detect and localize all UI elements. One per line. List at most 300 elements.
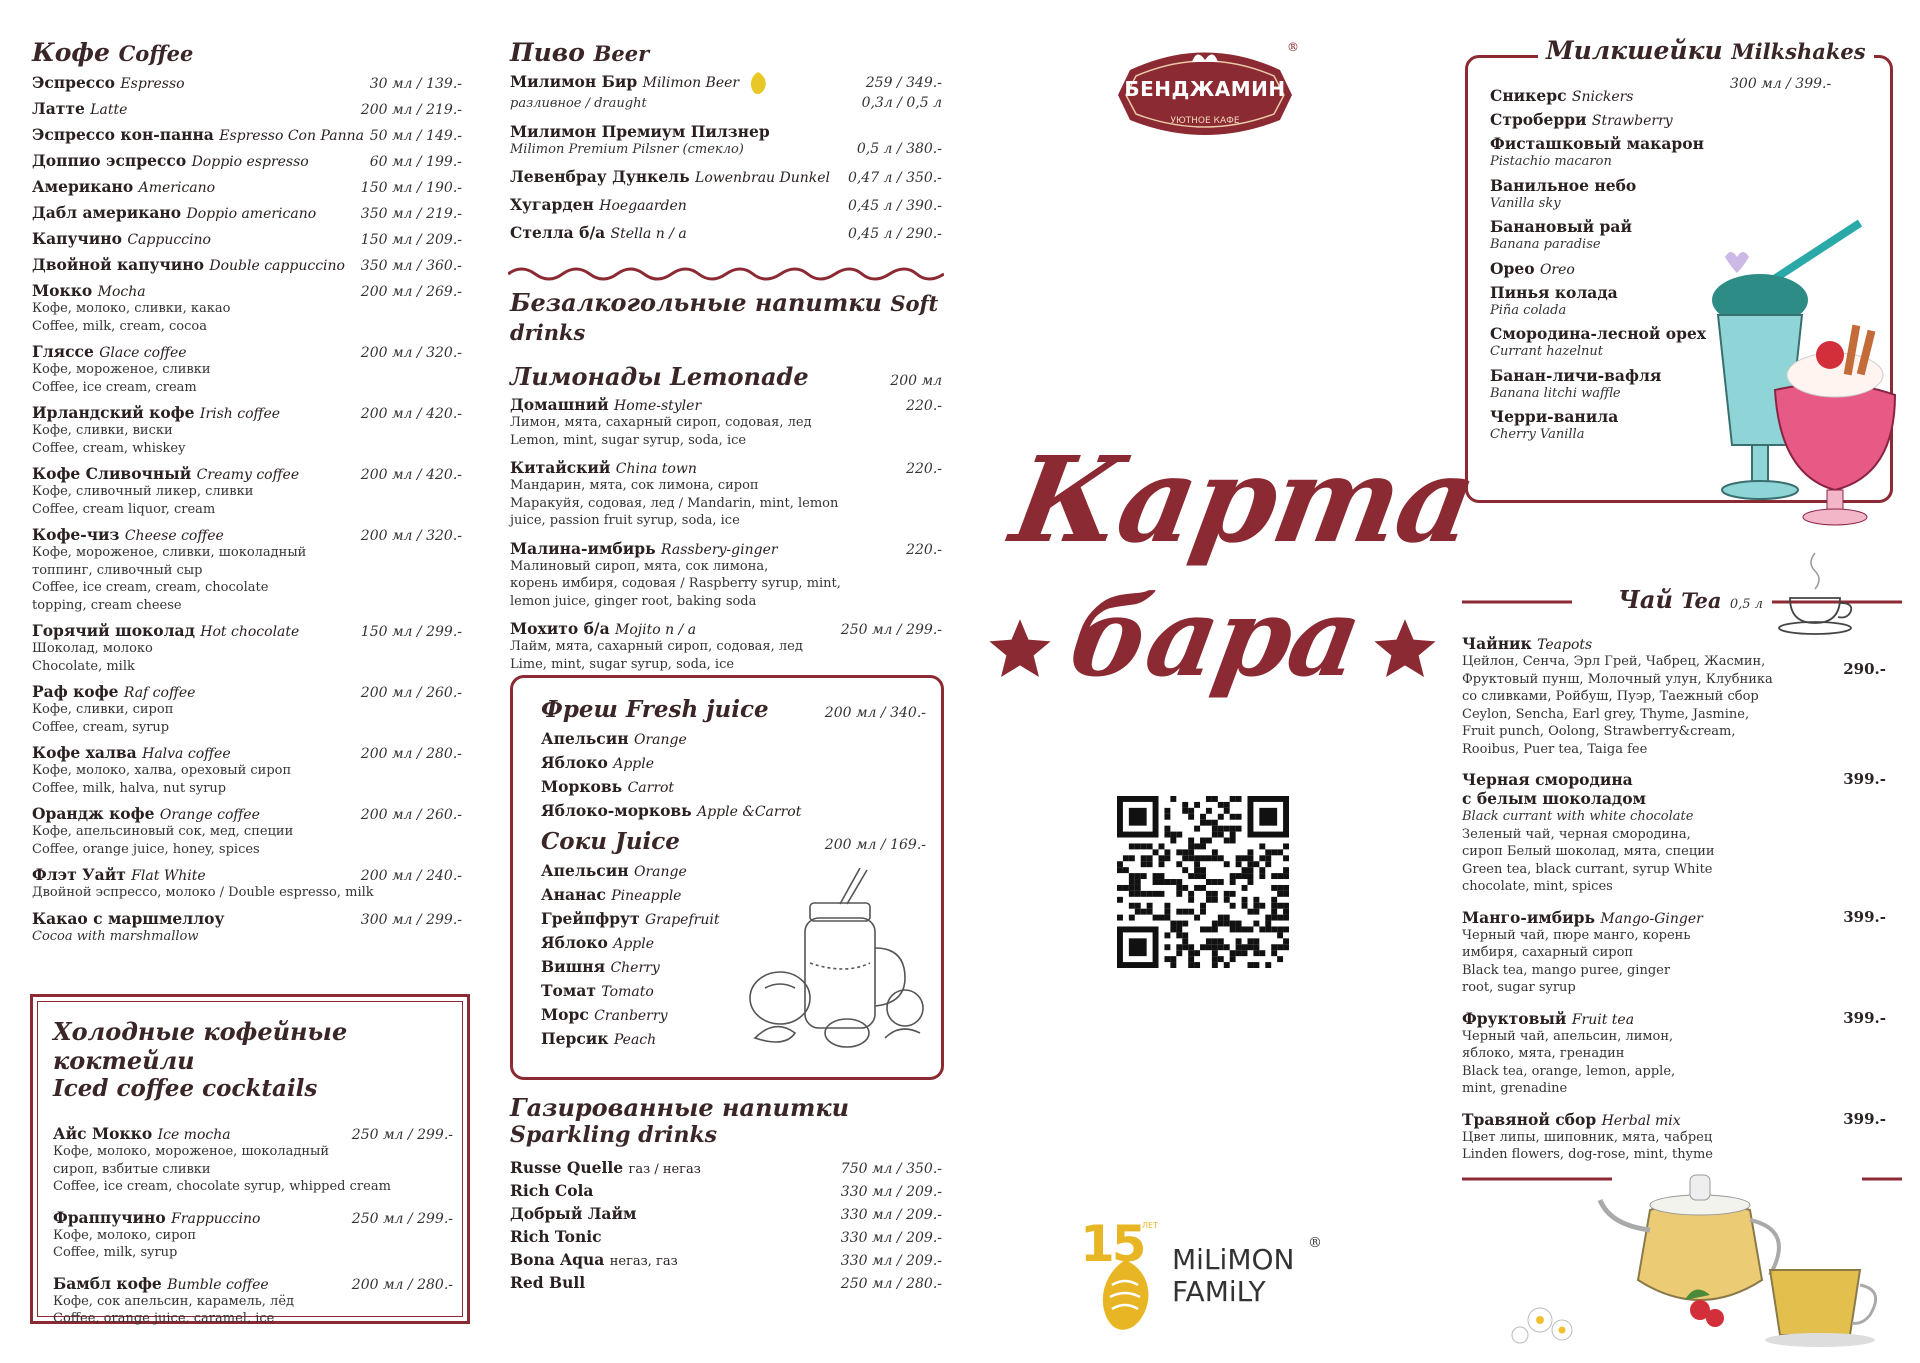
tea-item-name-ru-line2: с белым шоколадом [1462,789,1646,808]
menu-item-row [32,525,462,544]
menu-item-name-ru: Мокко [32,281,98,300]
menu-item-name-ru: Гляссе [32,342,100,361]
milkshake-item-name-ru: Смородина-лесной орех [1490,324,1707,343]
tea-item-name-ru: Черная смородина [1462,770,1633,789]
menu-item-description: Кофе, молоко, сливки, какао [32,301,231,316]
tea-item-price: 290.- [1843,660,1886,678]
menu-item-row [32,743,462,762]
menu-item [32,804,462,858]
menu-item-name-en: Irish coffee [199,406,281,422]
menu-item-description: Кофе, апельсиновый сок, мед, специи [32,824,294,839]
milkshake-item [1490,110,1750,129]
menu-item-price: 200 мл / 260.- [360,807,462,823]
tea-item-name-en: Mango-Ginger [1600,910,1703,927]
tea-item-price: 399.- [1843,770,1886,788]
menu-item-price: 250 мл / 299.- [351,1210,453,1227]
menu-item [32,525,462,614]
lemonade-item-price: 250 мл / 299.- [840,622,942,638]
menu-item-name-en: Americano [138,180,216,196]
menu-item-description: Кофе, молоко, халва, ореховый сироп [32,763,292,778]
lemonade-item-price: 220.- [906,541,942,558]
tea-item-description: Черный чай, пюре манго, корень [1462,927,1691,943]
lemonade-item-name-en: China town [615,461,697,477]
menu-item-price: 200 мл / 240.- [360,868,462,884]
coffee-column [32,38,462,952]
lemonade-item [510,539,942,611]
milkshake-item-name-ru: Сникерс [1490,86,1572,105]
juice-item-ru: Томат [541,981,602,1000]
tea-list [1462,634,1894,1176]
menu-item [32,203,462,222]
milkshake-item-name-ru: Строберри [1490,110,1592,129]
sparkling-item-name-ru: Добрый Лайм [510,1204,637,1223]
menu-item-name [32,865,206,884]
partner-years: 15 [1080,1215,1144,1273]
star-right-icon [1370,615,1440,683]
soft-title-ru: Безалкогольные напитки [510,288,882,317]
milkshake-item-name-en: Pistachio macaron [1490,154,1612,169]
menu-item-description: Шоколад, молоко [32,641,153,656]
menu-item-row [53,1208,453,1227]
menu-item [53,1124,453,1196]
menu-item-price: 150 мл / 190.- [360,180,462,196]
juice-item-en: Apple [613,936,654,952]
tea-item-description: сироп Белый шоколад, мята, специи [1462,844,1715,859]
milkshakes-price: 300 мл / 399.- [1730,76,1832,92]
sparkling-item-name-ru: Bona Aqua [510,1250,610,1269]
partner-name-line1: MiLiMON [1172,1243,1295,1276]
beer-item-name-ru: Левенбрау Дункель [510,167,696,186]
menu-item-description: Кофе, молоко, сироп [53,1227,197,1243]
teapot-illustration-icon [1500,1150,1910,1350]
sparkling-item-name-ru: Russe Quelle [510,1158,629,1177]
beer-item-volume: 0,3л / 0,5 л [861,95,942,111]
beer-item-name [510,195,687,214]
lemonade-item-row [510,619,942,638]
sparkling-item-name [510,1158,701,1177]
fresh-item [541,753,926,772]
menu-item [53,1208,453,1262]
cafe-logo-reg: ® [1287,40,1299,54]
menu-item-description: Coffee, ice cream, cream, chocolate [32,580,269,595]
menu-item-description: Coffee, orange juice, honey, spices [32,841,260,857]
tea-item-name [1462,908,1894,927]
milkshake-item-name-en: Banana litchi waffle [1490,385,1621,401]
sparkling-item-price: 750 мл / 350.- [840,1161,942,1177]
tea-title-en: Tea [1681,588,1722,613]
milkshake-item-name-ru: Фисташковый макарон [1490,134,1704,153]
menu-item [32,99,462,118]
menu-item-name-en: Doppio espresso [191,154,309,170]
tea-item-name [1462,1110,1894,1129]
menu-item-name [32,229,211,248]
menu-item [32,909,462,946]
juice-item-en: Orange [633,864,687,880]
lemonade-item [510,395,942,449]
sparkling-section [510,1093,942,1296]
menu-item-price: 200 мл / 320.- [360,528,462,544]
lemonade-title: Лимонады Lemonade [510,362,809,391]
menu-item-description: топпинг, сливочный сыр [32,562,203,578]
lemonade-item-description: корень имбиря, содовая / Raspberry syrup, mint, [510,576,841,591]
menu-item-name [53,1208,260,1227]
juice-item-ru: Персик [541,1029,614,1048]
lemonade-item-description: Лайм, мята, сахарный сироп, содовая, лед [510,639,803,654]
menu-item-name-en: Cappuccino [127,232,211,248]
milkshake-item-name-en: Currant hazelnut [1490,344,1604,359]
sparkling-item-price: 330 мл / 209.- [840,1230,942,1246]
menu-item-name [32,255,345,274]
menu-item-name-en: Latte [90,102,128,118]
menu-item-price: 50 мл / 149.- [369,128,462,144]
sparkling-item-name-ru: Red Bull [510,1273,586,1292]
lemonade-item-name [510,539,778,558]
tea-title-ru: Чай [1618,585,1673,614]
tea-item-name-en: Fruit tea [1571,1011,1635,1028]
menu-item-description: Coffee, ice cream, chocolate syrup, whipped cream [53,1179,391,1194]
lemonade-list [510,395,942,673]
menu-item-description: Кофе, молоко, мороженое, шоколадный [53,1144,330,1159]
beer-item [510,195,942,214]
tea-item-name-ru: Манго-имбирь [1462,907,1601,927]
beer-item-subtitle: Milimon Premium Pilsner (стекло) [510,141,744,157]
lemonade-item-name-en: Rassbery-ginger [661,541,778,558]
beer-item-row [510,167,942,186]
lemonade-item-description: Мандарин, мята, сок лимона, сироп [510,478,759,493]
menu-item [32,682,462,736]
iced-coffee-box [30,994,470,1324]
beer-item-name-ru: Милимон Бир [510,72,643,91]
lemonade-item-name-ru: Мохито б/а [510,619,616,638]
menu-item-row [32,464,462,483]
menu-item [32,229,462,248]
menu-item-price: 350 мл / 219.- [360,206,462,222]
lemonade-item-name [510,619,696,638]
juice-item-en: Tomato [601,984,654,1000]
menu-item-row [32,342,462,361]
beer-item-price: 0,47 л / 350.- [847,170,942,186]
menu-item-row [32,281,462,300]
milkshakes-title-ru: Милкшейки [1546,36,1723,65]
juice-item-ru: Грейпфрут [541,909,645,928]
qr-code[interactable] [1117,796,1289,968]
menu-item-description: Кофе, сливки, виски [32,423,173,438]
menu-item-name [32,281,146,300]
juice-item-ru: Яблоко [541,933,614,952]
menu-item-name [32,203,316,222]
tea-item-description: Fruit punch, Oolong, Strawberry&cream, [1462,724,1736,739]
partner-years-sub: ЛЕТ [1142,1221,1158,1230]
menu-item-name-en: Mocha [97,284,146,300]
beer-item-name-en: Lowenbrau Dunkel [695,170,831,186]
milkshake-item-name-ru: Банановый рай [1490,217,1632,236]
menu-item-description: Coffee, milk, halva, nut syrup [32,780,227,796]
fresh-price: 200 мл / 340.- [824,705,926,721]
tea-item-price: 399.- [1843,1109,1886,1128]
milkshake-item-name-ru: Ванильное небо [1490,175,1637,195]
menu-item-name-ru: Ирландский кофе [32,403,200,422]
menu-item-name-en: Doppio americano [186,206,317,222]
soft-heading [510,288,942,346]
beer-item-subtitle: разливное / draught [510,96,647,111]
menu-item-name-ru: Какао с маршмеллоу [32,908,225,928]
partner-reg: ® [1308,1235,1322,1251]
menu-item-price: 200 мл / 260.- [360,685,462,701]
menu-item-row [32,403,462,422]
milkshake-item-name-en: Strawberry [1591,113,1673,129]
menu-item-description: Кофе, сок апельсин, карамель, лёд [53,1293,295,1309]
menu-item-description: Coffee, milk, cream, cocoa [32,318,207,334]
sparkling-item [510,1158,942,1177]
sparkling-item [510,1204,942,1223]
beer-item [510,122,942,159]
lemonade-item-name [510,395,701,414]
fresh-item-en: Apple &Carrot [697,804,802,820]
fresh-item [541,729,926,748]
menu-item-description: Cocoa with marshmallow [32,928,199,944]
lemonade-item-description: lemon juice, ginger root, baking soda [510,593,757,609]
tea-item [1462,908,1894,997]
lemonade-item-name-en: Mojito n / a [615,622,697,638]
menu-item-name-ru: Американо [32,177,139,196]
tea-item-description: Black tea, mango puree, ginger [1462,962,1671,978]
juice-item-en: Cranberry [594,1008,668,1024]
lemonade-heading-row [510,362,942,391]
menu-item-price: 200 мл / 420.- [360,467,462,483]
menu-item-name-ru: Доппио эспрессо [32,151,192,170]
menu-item-name-en: Hot chocolate [200,624,300,640]
menu-item [32,255,462,274]
beer-item-price: 0,45 л / 390.- [847,198,942,214]
sparkling-item [510,1273,942,1292]
menu-item-description: Chocolate, milk [32,658,135,674]
menu-item-name [32,99,127,118]
menu-item-name-en: Halva coffee [142,746,231,762]
menu-item-name [32,464,299,483]
lemonade-item-row [510,539,942,558]
menu-item-price: 150 мл / 209.- [360,232,462,248]
fresh-juice-box [510,675,944,1080]
milkshake-item-name-en: Piña colada [1490,302,1567,318]
milkshake-item-name [1490,176,1750,195]
sparkling-item-name [510,1250,678,1269]
menu-item-name-ru: Кофе халва [32,743,143,762]
milkshake-item-name-ru: Орео [1490,258,1540,278]
lemonade-item-description: juice, passion fruit syrup, soda, ice [510,513,740,528]
menu-item-name [32,804,260,823]
juice-item-ru: Апельсин [541,861,634,880]
lemonade-item-name-ru: Китайский [510,458,616,477]
lemonade-item-description: Маракуйя, содовая, лед / Mandarin, mint, lemon [510,495,839,511]
menu-item-name-ru: Латте [32,99,91,118]
beer-item-name-ru: Хугарден [510,195,600,214]
coffee-title-en: Coffee [118,41,194,66]
menu-item-name-ru: Фраппучино [53,1207,172,1227]
fresh-item-en: Orange [633,732,687,748]
lemonade-item-name [510,458,697,477]
menu-item [32,151,462,170]
milkshakes-title-en: Milkshakes [1731,39,1866,64]
tea-item-price: 399.- [1843,1008,1886,1027]
beer-item-subrow [510,141,942,159]
milkshake-item-name-ru: Пинья колада [1490,282,1618,302]
menu-item-price: 150 мл / 299.- [360,624,462,640]
tea-item-name [1462,770,1894,789]
juice-price: 200 мл / 169.- [824,837,926,853]
lemonade-item [510,458,942,530]
tea-item-description: со сливками, Ройбуш, Пуэр, Таежный сбор [1462,689,1759,704]
milkshake-item-name [1490,110,1750,129]
sparkling-item [510,1181,942,1200]
beer-item [510,71,942,113]
menu-item-name-en: Glace coffee [99,345,187,361]
fresh-heading-row [541,696,926,723]
menu-item-name [32,743,231,762]
tea-heading [1618,585,1763,614]
tea-item-name [1462,1009,1894,1028]
juice-item-en: Cherry [610,960,660,976]
tea-item-description: Цейлон, Сенча, Эрл Грей, Чабрец, Жасмин, [1462,654,1766,669]
juice-item-ru: Ананас [541,885,612,904]
tea-item-description: chocolate, mint, spices [1462,879,1613,894]
tea-item-name-en: Herbal mix [1601,1112,1681,1129]
menu-item-price: 300 мл / 299.- [360,911,462,928]
beer-item-price: 0,45 л / 290.- [847,226,942,242]
menu-item-row [53,1124,453,1143]
lemonade-item-description: Лимон, мята, сахарный сироп, содовая, лед [510,415,812,430]
beer-item [510,223,942,242]
menu-item-name-en: Espresso [120,76,185,92]
menu-item-row [32,621,462,640]
beer-title-en: Beer [593,41,650,66]
menu-item-name-en: Orange coffee [159,807,260,823]
menu-item-row [32,151,462,170]
menu-item-name-ru: Флэт Уайт [32,865,132,884]
tea-item-description: Green tea, black currant, syrup White [1462,861,1713,877]
tea-item-description: Rooibus, Puer tea, Taiga fee [1462,741,1648,757]
menu-item [32,464,462,518]
milkshake-illustration-icon [1690,215,1905,530]
menu-item-name-ru: Горячий шоколад [32,621,201,640]
lemonade-volume: 200 мл [890,373,942,389]
beer-heading [510,38,942,67]
menu-item-row [32,255,462,274]
menu-item-description: Кофе, мороженое, сливки, шоколадный [32,545,307,560]
sparkling-title-ru: Газированные напитки [510,1093,850,1122]
juice-item-ru: Вишня [541,957,611,976]
menu-item-description: Coffee, cream liquor, cream [32,501,216,517]
sparkling-item-name-ru: Rich Tonic [510,1227,602,1246]
iced-title-ru: Холодные кофейные коктейли [53,1017,348,1075]
beer-title-ru: Пиво [510,38,585,67]
beer-item-name [510,71,769,95]
bar-menu-title [985,430,1485,720]
lemonade-item-price: 220.- [906,461,942,477]
tea-item-description: яблоко, мята, гренадин [1462,1046,1625,1061]
beer-item-row [510,195,942,214]
menu-item [32,403,462,457]
lemonade-item-row [510,458,942,477]
milkshake-item [1490,176,1750,213]
tea-item-price: 399.- [1843,907,1886,926]
fresh-list [541,729,926,820]
sparkling-item-price: 330 мл / 209.- [840,1207,942,1223]
lemonade-item-description: Lemon, mint, sugar syrup, soda, ice [510,432,747,448]
beer-item-name-en: Milimon Beer [642,75,740,91]
menu-item-description: Кофе, сливочный ликер, сливки [32,484,254,499]
lemonade-item-price: 220.- [906,398,942,414]
tea-item-description: Цвет липы, шиповник, мята, чабрец [1462,1129,1713,1145]
lemonade-item-name-ru: Домашний [510,395,615,414]
lemon-icon [747,71,769,95]
lemonade-item-name-ru: Малина-имбирь [510,538,661,558]
coffee-title-ru: Кофе [32,38,110,67]
tea-item-description: Linden flowers, dog-rose, mint, thyme [1462,1147,1713,1162]
tea-item-description: Зеленый чай, черная смородина, [1462,826,1691,842]
menu-item-name [32,125,364,144]
menu-item-price: 250 мл / 299.- [351,1127,453,1143]
fresh-item-ru: Яблоко-морковь [541,801,698,820]
tea-item-description: mint, grenadine [1462,1081,1568,1096]
menu-item-name [53,1274,269,1293]
menu-item-row [32,99,462,118]
menu-item-row [32,804,462,823]
tea-cup-icon [1775,548,1865,638]
tea-item-description: имбиря, сахарный сироп [1462,945,1634,960]
milkshake-item-name-en: Snickers [1571,89,1634,105]
sparkling-item-price: 330 мл / 209.- [840,1253,942,1269]
tea-item-name-ru: Фруктовый [1462,1008,1572,1028]
menu-item-name-en: Espresso Con Panna [219,128,364,144]
sparkling-item-name [510,1204,636,1223]
milkshake-item-name [1490,86,1750,105]
fresh-item [541,777,926,796]
menu-item-name [32,151,309,170]
milkshakes-heading [1538,36,1874,65]
tea-item [1462,1009,1894,1098]
sparkling-item-name-ru: Rich Cola [510,1181,594,1200]
menu-item-name-ru: Кофе-чиз [32,525,125,544]
lemonade-item [510,619,942,673]
menu-item-price: 200 мл / 320.- [360,345,462,361]
sparkling-item-name [510,1273,585,1292]
sparkling-list [510,1158,942,1292]
sparkling-title-en: Sparkling drinks [510,1122,718,1148]
menu-item-description: topping, cream cheese [32,597,182,613]
beer-item-volume: 0,5 л / 380.- [856,140,942,157]
menu-item [53,1274,453,1328]
menu-item-name-ru: Дабл американо [32,203,187,222]
menu-item-name-en: Frappuccino [171,1210,261,1227]
menu-item-name [32,403,280,422]
menu-item [32,342,462,396]
menu-item-row [53,1274,453,1293]
star-left-icon [985,615,1055,683]
beer-item-name-ru: Стелла б/а [510,223,611,242]
menu-item-name-en: Flat White [131,868,206,884]
fresh-item-ru: Яблоко [541,753,614,772]
beer-item-price: 259 / 349.- [865,75,942,91]
menu-item-price: 200 мл / 219.- [360,102,462,118]
juice-heading-row [541,828,926,855]
menu-item-name-en: Bumble coffee [167,1276,269,1293]
tea-volume: 0,5 л [1729,597,1763,612]
tea-item-name-ru: Чайник [1462,634,1538,653]
tea-item-name-ru: Травяной сбор [1462,1109,1602,1129]
juice-title: Соки Juice [541,828,680,855]
menu-item-name [32,525,224,544]
partner-logo [1080,1215,1340,1335]
